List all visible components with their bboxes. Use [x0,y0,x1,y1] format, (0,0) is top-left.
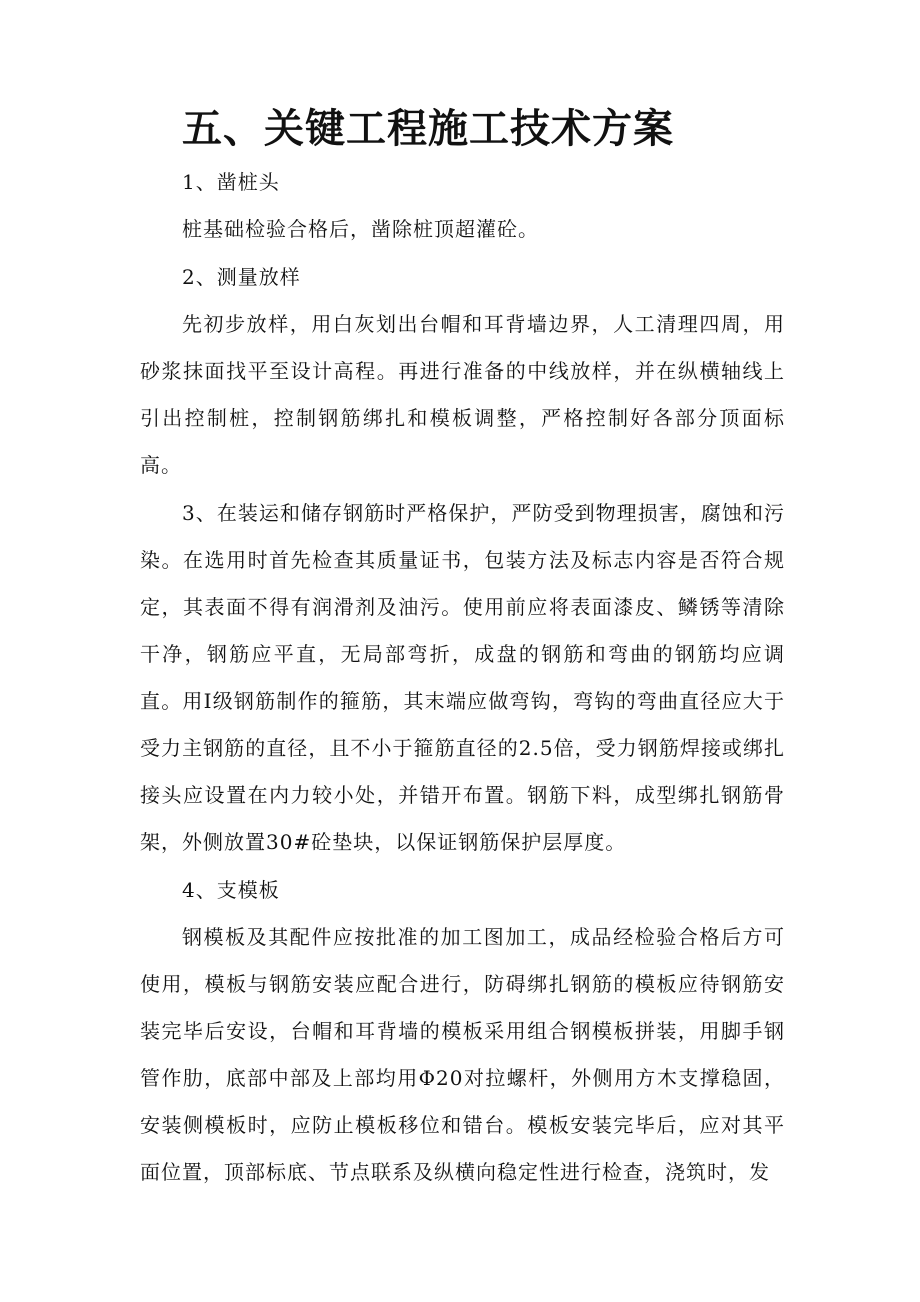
subheading-pile-head: 1、凿桩头 [182,170,280,194]
paragraph-survey: 先初步放样，用白灰划出台帽和耳背墙边界，人工清理四周，用砂浆抹面找平至设计高程。再进行准备的中线放样，并在纵横轴线上引出控制桩，控制钢筋绑扎和模板调整，严格控制好各部分顶面标高。 [140,312,785,477]
document-page [140,105,785,1196]
paragraph-pile-head: 桩基础检验合格后，凿除桩顶超灌砼。 [182,217,539,241]
section-heading: 五、关键工程施工技术方案 [182,105,674,152]
subheading-formwork: 4、支模板 [182,878,280,902]
subheading-survey: 2、测量放样 [182,265,301,289]
paragraph-formwork: 钢模板及其配件应按批准的加工图加工，成品经检验合格后方可使用，模板与钢筋安装应配合进行，防碍绑扎钢筋的模板应待钢筋安装完毕后安设，台帽和耳背墙的模板采用组合钢模板拼装，用脚手钢管作肋，底部中部及上部均用Φ20对拉螺杆，外侧用方木支撑稳固，安装侧模板时，应防止模板移位和错台。模板安装完毕后，应对其平面位置，顶部标底、节点联系及纵横向稳定性进行检查，浇筑时，发 [140,925,785,1184]
paragraph-rebar: 3、在装运和储存钢筋时严格保护，严防受到物理损害，腐蚀和污染。在选用时首先检查其质量证书，包装方法及标志内容是否符合规定，其表面不得有润滑剂及油污。使用前应将表面漆皮、鳞锈等清除干净，钢筋应平直，无局部弯折，成盘的钢筋和弯曲的钢筋均应调直。用I级钢筋制作的箍筋，其末端应做弯钩，弯钩的弯曲直径应大于受力主钢筋的直径，且不小于箍筋直径的2.5倍，受力钢筋焊接或绑扎接头应设置在内力较小处，并错开布置。钢筋下料，成型绑扎钢筋骨架，外侧放置30#砼垫块，以保证钢筋保护层厚度。 [140,501,785,854]
